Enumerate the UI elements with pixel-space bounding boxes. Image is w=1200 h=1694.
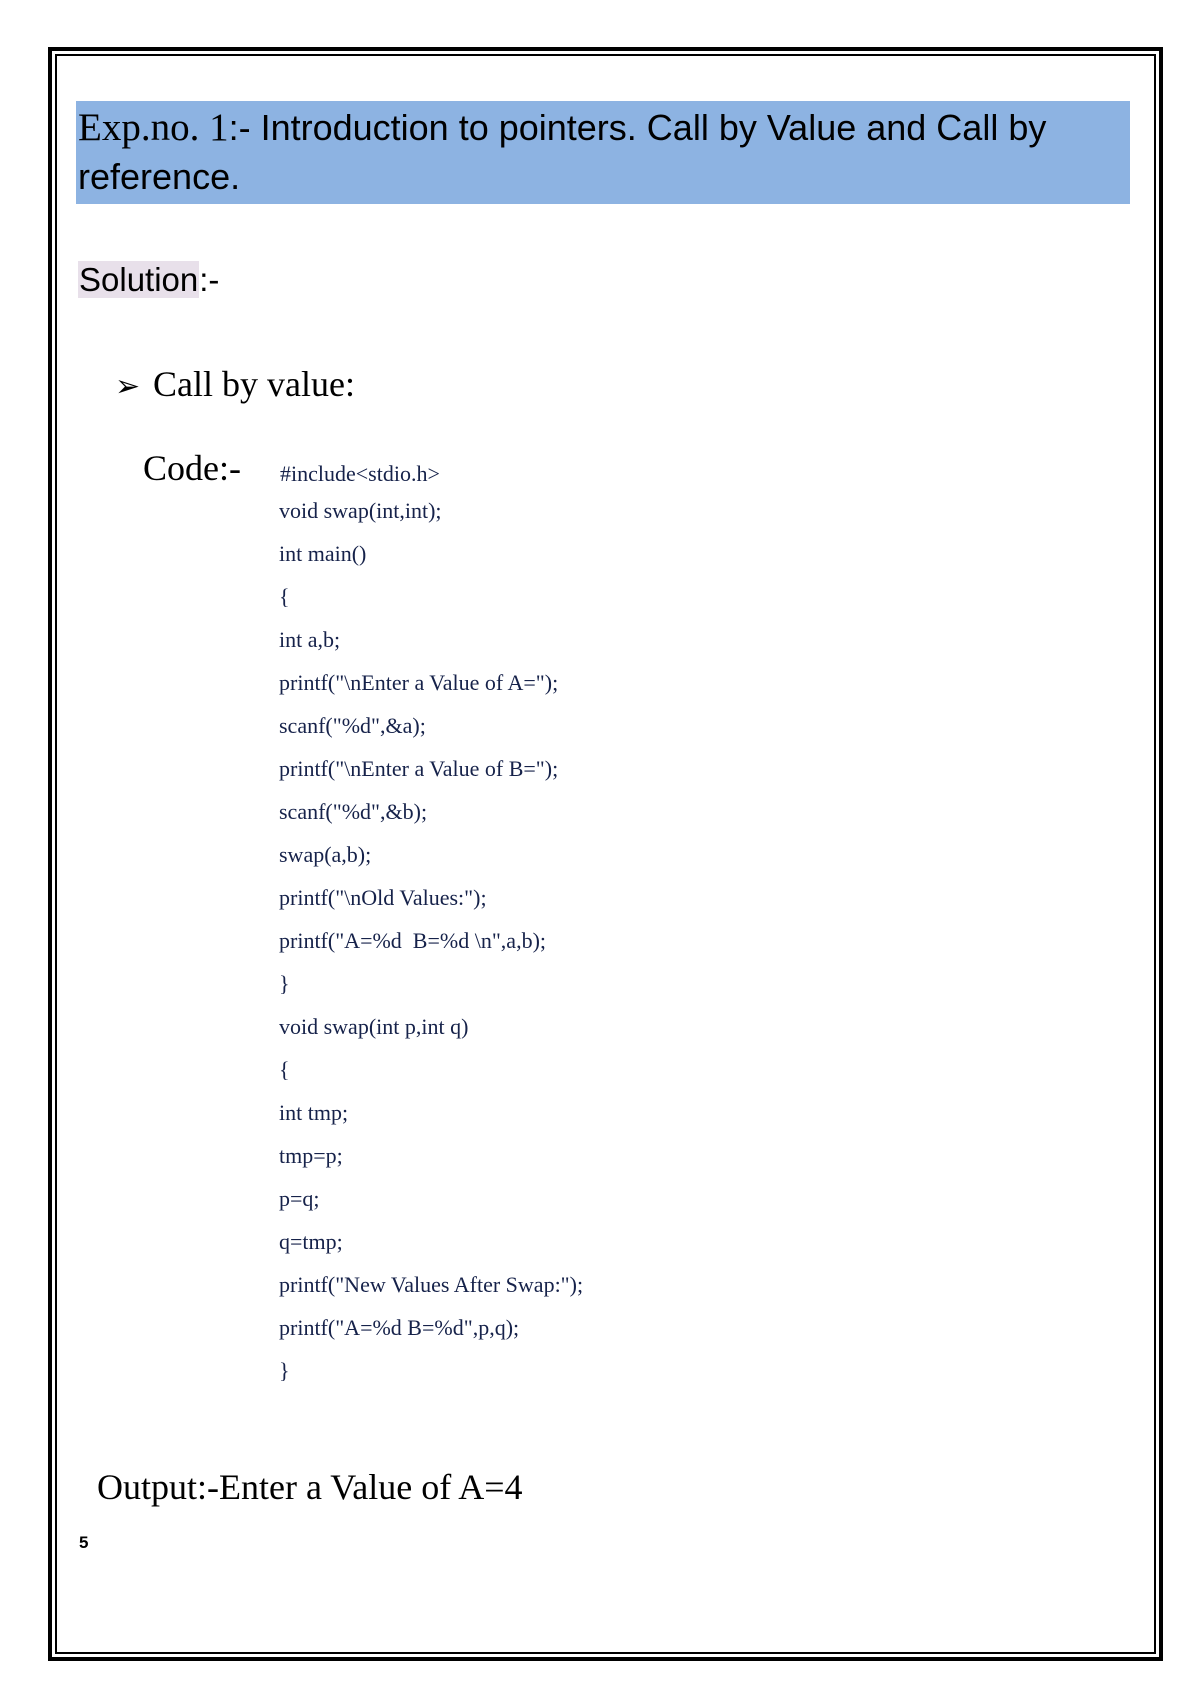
code-line: q=tmp; <box>279 1229 343 1254</box>
code-block <box>279 458 583 1392</box>
code-line: void swap(int p,int q) <box>279 1014 469 1039</box>
code-line: p=q; <box>279 1186 320 1211</box>
code-line: } <box>279 971 290 996</box>
code-line: printf("A=%d B=%d \n",a,b); <box>279 928 547 953</box>
code-line: printf("\nEnter a Value of B="); <box>279 756 559 781</box>
code-line: printf("A=%d B=%d",p,q); <box>279 1315 520 1340</box>
experiment-number: Exp.no. 1 <box>78 106 229 149</box>
solution-suffix: :- <box>199 261 220 298</box>
solution-label <box>78 256 219 304</box>
code-label: Code:- <box>143 448 241 488</box>
code-line: tmp=p; <box>279 1143 343 1168</box>
code-line: } <box>279 1358 290 1383</box>
code-line: #include<stdio.h> <box>280 461 440 486</box>
code-line: { <box>279 584 290 609</box>
code-line: int a,b; <box>279 627 341 652</box>
code-line: scanf("%d",&a); <box>279 713 426 738</box>
code-line: int tmp; <box>279 1100 349 1125</box>
code-line: int main() <box>279 541 367 566</box>
experiment-heading <box>78 103 1128 201</box>
code-line: printf("\nOld Values:"); <box>279 885 487 910</box>
code-line: void swap(int,int); <box>279 498 442 523</box>
code-line: { <box>279 1057 290 1082</box>
arrow-bullet-icon: ➢ <box>115 370 141 403</box>
section-title: Call by value: <box>153 364 355 404</box>
solution-word: Solution <box>79 261 199 298</box>
code-line: scanf("%d",&b); <box>279 799 428 824</box>
section-heading <box>115 362 355 409</box>
code-line: printf("New Values After Swap:"); <box>279 1272 584 1297</box>
page-border-inner <box>55 54 1156 1654</box>
code-line: swap(a,b); <box>279 842 372 867</box>
output-line: Output:-Enter a Value of A=4 <box>97 1467 523 1507</box>
experiment-title: :- Introduction to pointers. Call by Value and Call by reference. <box>78 107 1047 197</box>
page-number: 5 <box>79 1533 89 1552</box>
code-line: printf("\nEnter a Value of A="); <box>279 670 559 695</box>
